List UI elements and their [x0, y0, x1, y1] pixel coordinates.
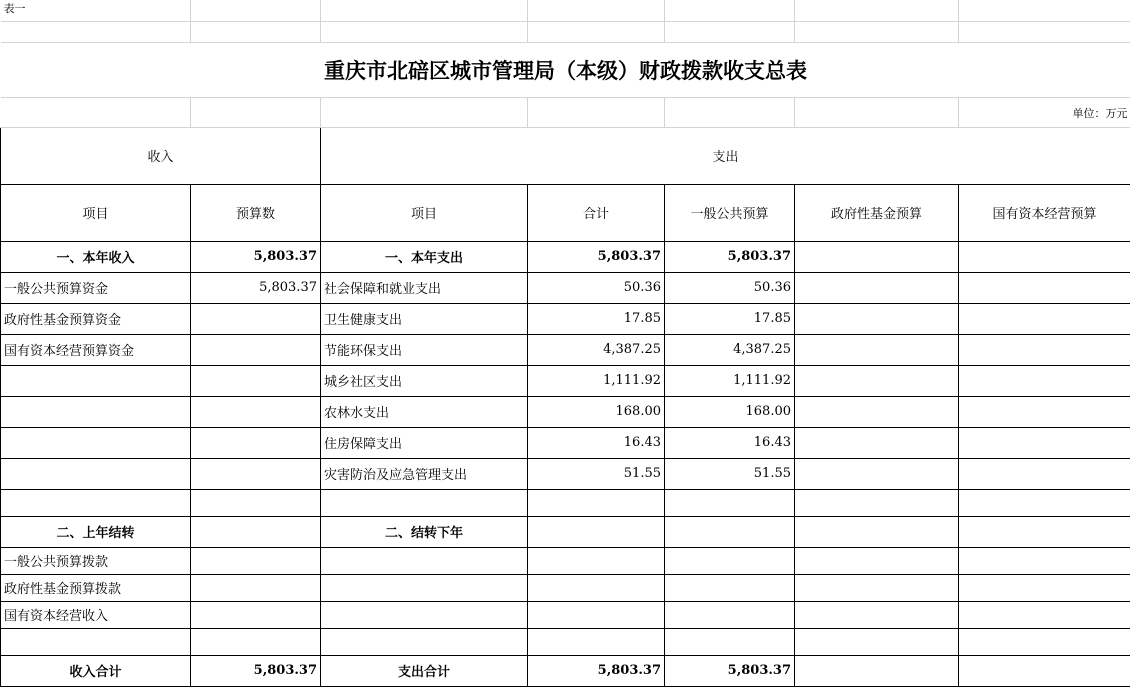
income-value — [191, 303, 321, 334]
exp-general: 1,111.92 — [665, 365, 795, 396]
exp-fund — [795, 458, 959, 489]
exp-item — [321, 628, 528, 655]
exp-item: 城乡社区支出 — [321, 365, 528, 396]
table-row — [1, 241, 1130, 272]
exp-capital — [959, 655, 1130, 686]
income-item — [1, 489, 191, 516]
exp-capital — [959, 547, 1130, 574]
exp-total — [528, 574, 665, 601]
exp-capital — [959, 272, 1130, 303]
exp-item: 农林水支出 — [321, 396, 528, 427]
exp-total: 50.36 — [528, 272, 665, 303]
table-row — [1, 427, 1130, 458]
page-title: 重庆市北碚区城市管理局（本级）财政拨款收支总表 — [1, 42, 1130, 97]
exp-capital — [959, 303, 1130, 334]
exp-total-label: 支出合计 — [321, 655, 528, 686]
table-row — [1, 574, 1130, 601]
exp-item: 灾害防治及应急管理支出 — [321, 458, 528, 489]
exp-fund — [795, 655, 959, 686]
expenditure-section-header: 支出 — [321, 127, 1130, 184]
exp-general — [665, 547, 795, 574]
exp-total: 168.00 — [528, 396, 665, 427]
exp-item — [321, 601, 528, 628]
income-value — [191, 458, 321, 489]
exp-item — [321, 489, 528, 516]
exp-fund — [795, 574, 959, 601]
table-row — [1, 516, 1130, 547]
income-item — [1, 458, 191, 489]
exp-fund — [795, 427, 959, 458]
exp-fund — [795, 628, 959, 655]
income-item — [1, 628, 191, 655]
income-value — [191, 601, 321, 628]
exp-general: 4,387.25 — [665, 334, 795, 365]
exp-capital — [959, 574, 1130, 601]
exp-total: 17.85 — [528, 303, 665, 334]
exp-fund — [795, 396, 959, 427]
exp-capital — [959, 365, 1130, 396]
exp-general: 50.36 — [665, 272, 795, 303]
income-section-header: 收入 — [1, 127, 321, 184]
table-row — [1, 547, 1130, 574]
table-row — [1, 601, 1130, 628]
exp-total: 51.55 — [528, 458, 665, 489]
income-value — [191, 547, 321, 574]
unit-row — [1, 97, 1130, 127]
title-row — [1, 42, 1130, 97]
exp-fund — [795, 365, 959, 396]
exp-general — [665, 628, 795, 655]
spacer-row — [1, 21, 1130, 42]
income-item: 国有资本经营预算资金 — [1, 334, 191, 365]
exp-item — [321, 547, 528, 574]
income-item: 一般公共预算资金 — [1, 272, 191, 303]
exp-general — [665, 601, 795, 628]
income-item: 二、上年结转 — [1, 516, 191, 547]
table-row — [1, 303, 1130, 334]
exp-capital — [959, 516, 1130, 547]
exp-general — [665, 574, 795, 601]
table-row — [1, 396, 1130, 427]
exp-total: 1,111.92 — [528, 365, 665, 396]
exp-capital — [959, 628, 1130, 655]
income-item: 一般公共预算拨款 — [1, 547, 191, 574]
col-header-total: 合计 — [528, 184, 665, 241]
income-item — [1, 427, 191, 458]
table-row — [1, 489, 1130, 516]
income-value: 5,803.37 — [191, 241, 321, 272]
col-header-general-public: 一般公共预算 — [665, 184, 795, 241]
exp-general: 168.00 — [665, 396, 795, 427]
exp-total: 16.43 — [528, 427, 665, 458]
income-item — [1, 365, 191, 396]
income-value: 5,803.37 — [191, 272, 321, 303]
exp-general: 17.85 — [665, 303, 795, 334]
exp-total — [528, 628, 665, 655]
exp-total: 5,803.37 — [528, 241, 665, 272]
exp-item: 住房保障支出 — [321, 427, 528, 458]
exp-capital — [959, 334, 1130, 365]
exp-total — [528, 516, 665, 547]
exp-item: 社会保障和就业支出 — [321, 272, 528, 303]
income-value — [191, 427, 321, 458]
exp-fund — [795, 272, 959, 303]
income-value — [191, 334, 321, 365]
exp-fund — [795, 601, 959, 628]
exp-item: 卫生健康支出 — [321, 303, 528, 334]
exp-capital — [959, 601, 1130, 628]
section-header-row — [1, 127, 1130, 184]
exp-general — [665, 489, 795, 516]
col-header-exp-item: 项目 — [321, 184, 528, 241]
exp-capital — [959, 241, 1130, 272]
table-row — [1, 334, 1130, 365]
totals-row — [1, 655, 1130, 686]
exp-item: 一、本年支出 — [321, 241, 528, 272]
exp-item: 二、结转下年 — [321, 516, 528, 547]
col-header-gov-fund: 政府性基金预算 — [795, 184, 959, 241]
exp-general: 5,803.37 — [665, 241, 795, 272]
exp-fund — [795, 303, 959, 334]
exp-capital — [959, 427, 1130, 458]
income-item: 国有资本经营收入 — [1, 601, 191, 628]
income-total-label: 收入合计 — [1, 655, 191, 686]
income-total-value: 5,803.37 — [191, 655, 321, 686]
income-item: 一、本年收入 — [1, 241, 191, 272]
exp-item: 节能环保支出 — [321, 334, 528, 365]
exp-total: 5,803.37 — [528, 655, 665, 686]
exp-fund — [795, 516, 959, 547]
exp-fund — [795, 334, 959, 365]
exp-fund — [795, 547, 959, 574]
unit-label: 单位：万元 — [959, 97, 1130, 127]
exp-item — [321, 574, 528, 601]
exp-fund — [795, 489, 959, 516]
exp-total — [528, 547, 665, 574]
table-row — [1, 365, 1130, 396]
exp-capital — [959, 458, 1130, 489]
exp-capital — [959, 489, 1130, 516]
income-item: 政府性基金预算拨款 — [1, 574, 191, 601]
income-value — [191, 628, 321, 655]
column-header-row — [1, 184, 1130, 241]
table-row — [1, 458, 1130, 489]
exp-fund — [795, 241, 959, 272]
exp-capital — [959, 396, 1130, 427]
col-header-state-capital: 国有资本经营预算 — [959, 184, 1130, 241]
exp-general: 16.43 — [665, 427, 795, 458]
income-item: 政府性基金预算资金 — [1, 303, 191, 334]
col-header-budget-amount: 预算数 — [191, 184, 321, 241]
income-value — [191, 574, 321, 601]
sheet-label: 表一 — [1, 0, 191, 21]
exp-general: 5,803.37 — [665, 655, 795, 686]
table-row — [1, 272, 1130, 303]
exp-total — [528, 489, 665, 516]
table-row — [1, 628, 1130, 655]
col-header-income-item: 项目 — [1, 184, 191, 241]
exp-general: 51.55 — [665, 458, 795, 489]
sheet-label-row — [1, 0, 1130, 21]
income-value — [191, 489, 321, 516]
exp-general — [665, 516, 795, 547]
income-value — [191, 516, 321, 547]
income-item — [1, 396, 191, 427]
exp-total: 4,387.25 — [528, 334, 665, 365]
income-value — [191, 365, 321, 396]
exp-total — [528, 601, 665, 628]
income-value — [191, 396, 321, 427]
